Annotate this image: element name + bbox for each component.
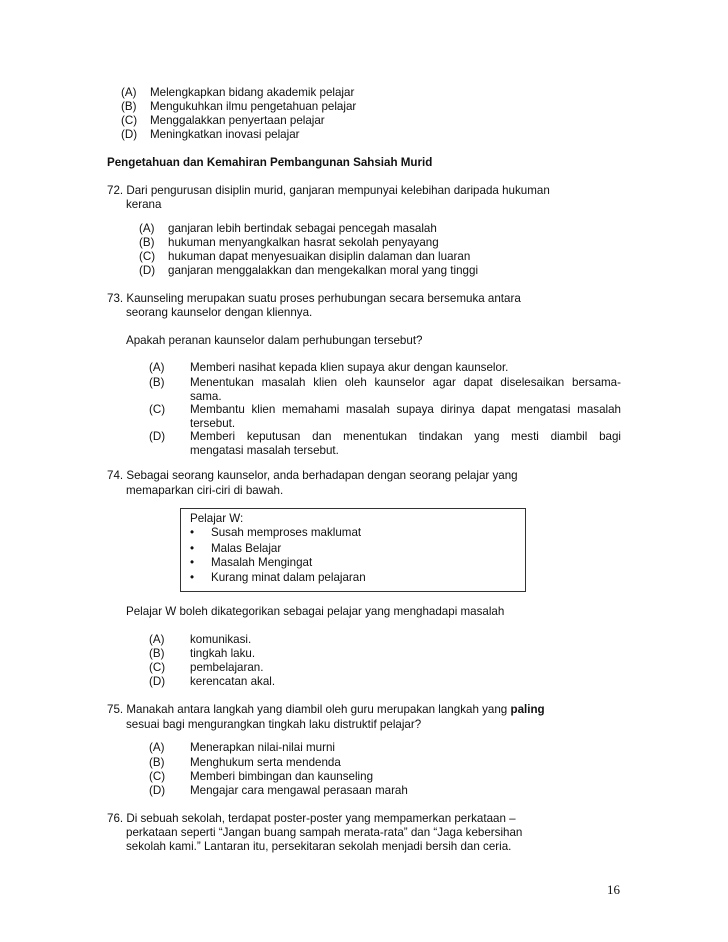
- q74-stem-line1: 74. Sebagai seorang kaunselor, anda berhadapan dengan seorang pelajar yang: [107, 469, 518, 482]
- emphasis-word: paling: [510, 703, 545, 716]
- section-heading: Pengetahuan dan Kemahiran Pembangunan Sahsiah Murid: [107, 156, 433, 169]
- q72-stem-line1: 72. Dari pengurusan disiplin murid, ganjaran mempunyai kelebihan daripada hukuman: [107, 184, 550, 197]
- q73-question: Apakah peranan kaunselor dalam perhubungan tersebut?: [126, 334, 423, 347]
- q72-stem-line2: kerana: [126, 198, 162, 211]
- box-title: Pelajar W:: [190, 512, 244, 525]
- bullet-icon: •: [190, 556, 195, 569]
- q73-stem-line1: 73. Kaunseling merupakan suatu proses perhubungan secara bersemuka antara: [107, 292, 521, 305]
- q73-stem-line2: seorang kaunselor dengan kliennya.: [126, 306, 313, 319]
- document-page: (A) Melengkapkan bidang akademik pelajar (B) Mengukuhkan ilmu pengetahuan pelajar (C) Menggalakkan penyertaan pelajar (D) Meningkatkan inovasi pelajar Pengetahuan dan Kemahiran Pembangunan Sahsiah Murid 72. Dari pengurusan disiplin murid, ganjaran mempunyai kelebihan daripada hukuman kerana (A) ganjaran lebih bertindak sebagai pencegah masalah (B) hukuman menyangkalkan hasrat sekolah penyayang (C) hukuman dapat menyesuaikan disiplin dalaman dan luaran (D) ganjaran menggalakkan dan mengekalkan moral yang tinggi 73. Kaunseling merupakan suatu proses perhubungan secara bersemuka antara seorang kaunselor dengan kliennya. Apakah peranan kaunselor dalam perhubungan tersebut? (A) Memberi nasihat kepada klien supaya akur dengan kaunselor. (B) Menentukan masalah klien oleh kaunselor agar dapat diselesaikan bersama- sama. (C) Membantu klien memahami masalah supaya dirinya dapat mengatasi masalah tersebut. (D) Memberi keputusan dan menentukan tindakan yang mesti diambil bagi mengatasi masalah tersebut. 74. Sebagai seorang kaunselor, anda berhadapan dengan seorang pelajar yang memaparkan ciri-ciri di bawah. Pelajar W: • Susah memproses maklumat • Malas Belajar • Masalah Mengingat • Kurang minat dalam pelajaran Pelajar W boleh dikategorikan sebagai pelajar yang menghadapi masalah (A) komunikasi. (B) tingkah laku. (C) pembelajaran. (D) kerencatan akal. 75. Manakah antara langkah yang diambil oleh guru merupakan langkah yang paling sesuai bagi mengurangkan tingkah laku distruktif pelajar? (A) Menerapkan nilai-nilai murni (B) Menghukum serta mendenda (C) Memberi bimbingan dan kaunseling (D) Mengajar cara mengawal perasaan marah 76. Di sebuah sekolah, terdapat poster-poster yang mempamerkan perkataan – perkataan seperti “Jangan buang sampah merata-rata” dan “Jaga kebersihan sekolah kami.” Lantaran itu, persekitaran sekolah menjadi bersih dan ceria. 16: [107, 86, 621, 897]
- q74-stem-line2: memaparkan ciri-ciri di bawah.: [126, 484, 284, 497]
- q74-question: Pelajar W boleh dikategorikan sebagai pelajar yang menghadapi masalah: [126, 605, 505, 618]
- q76-stem-line2: perkataan seperti “Jangan buang sampah merata-rata” dan “Jaga kebersihan: [126, 826, 523, 839]
- bullet-icon: •: [190, 571, 195, 584]
- page-number: 16: [607, 882, 620, 897]
- q75-stem-line1: 75. Manakah antara langkah yang diambil oleh guru merupakan langkah yang paling: [107, 703, 545, 716]
- q73-option-c-line2: tersebut.: [190, 417, 236, 430]
- q75-stem-line2: sesuai bagi mengurangkan tingkah laku distruktif pelajar?: [126, 718, 422, 731]
- bullet-icon: •: [190, 542, 195, 555]
- q73-option-b-line2: sama.: [190, 390, 222, 403]
- q73-option-d-line2: mengatasi masalah tersebut.: [190, 444, 339, 457]
- q76-stem-line3: sekolah kami.” Lantaran itu, persekitaran sekolah menjadi bersih dan ceria.: [126, 840, 512, 853]
- bullet-icon: •: [190, 526, 195, 539]
- q76-stem-line1: 76. Di sebuah sekolah, terdapat poster-poster yang mempamerkan perkataan –: [107, 812, 516, 825]
